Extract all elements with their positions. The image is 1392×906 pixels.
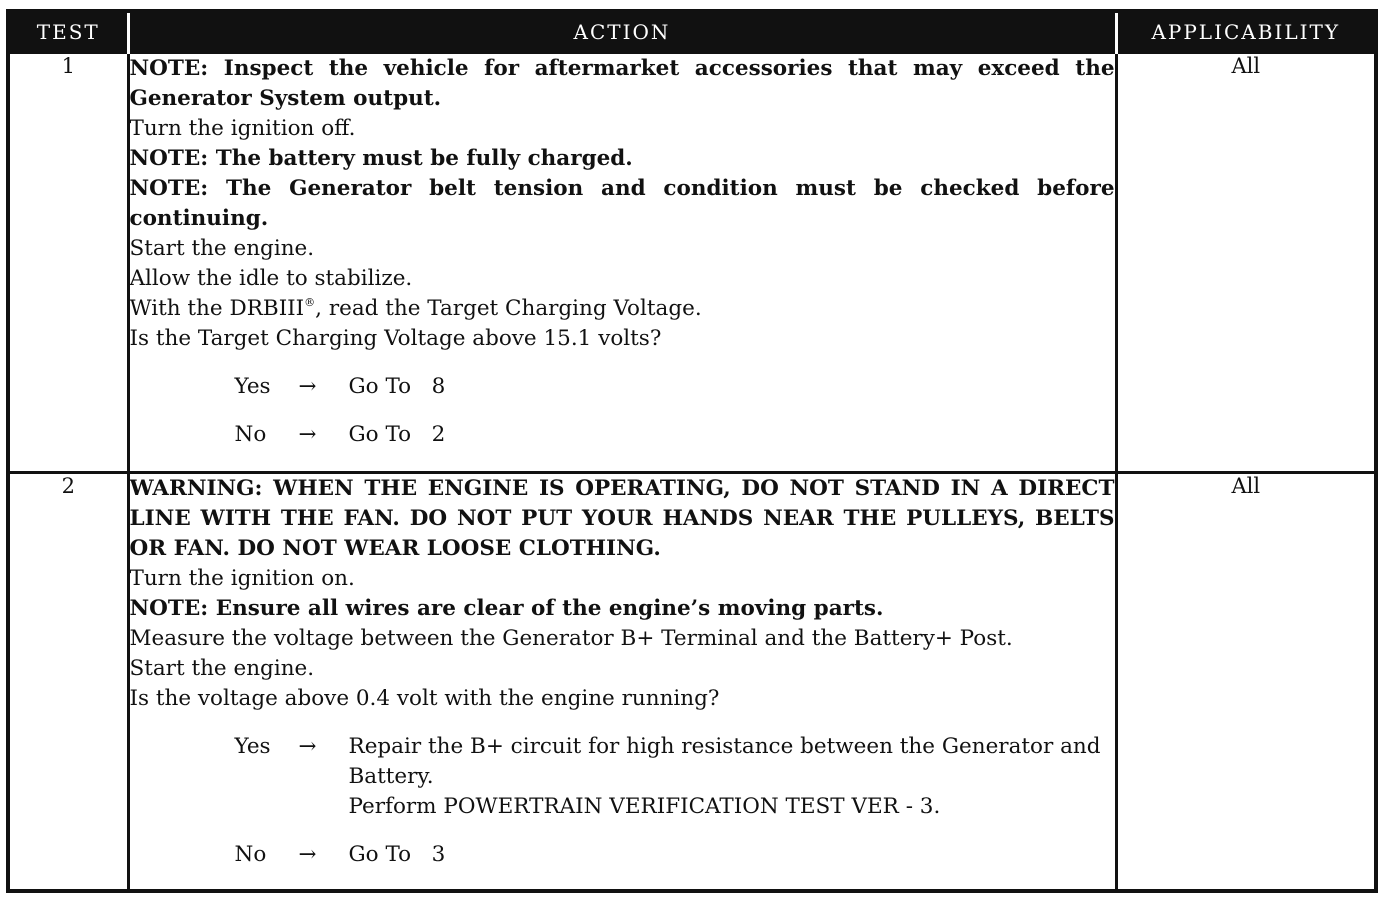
outcome-result [349, 732, 1115, 822]
outcome-yes [130, 732, 1115, 822]
note-line: NOTE: Inspect the vehicle for aftermarket accessories that may exceed the Generator System output. [129, 56, 1115, 111]
outcome-result: Go To 8 [348, 374, 446, 399]
drbiii-text: With the DRBIII [129, 296, 305, 321]
step-line: Allow the idle to stabilize. [129, 266, 413, 291]
note-line: NOTE: Ensure all wires are clear of the engine’s moving parts. [129, 596, 884, 621]
step-line: Start the engine. [129, 236, 315, 261]
answer-label: No [234, 422, 267, 447]
outcome-result: Go To 2 [348, 422, 446, 447]
action-cell [128, 53, 1116, 473]
outcome-yes [130, 372, 1115, 402]
test-number: 2 [8, 473, 128, 892]
step-line: Turn the ignition on. [129, 566, 355, 591]
arrow-icon: → [298, 422, 317, 447]
question-line: Is the Target Charging Voltage above 15.1 volts? [129, 326, 662, 351]
arrow-icon: → [298, 374, 317, 399]
outcome-no [130, 840, 1115, 870]
answer-label: Yes [234, 374, 271, 399]
outcome-no [130, 420, 1115, 450]
step-line: Turn the ignition off. [129, 116, 356, 141]
step-line: Start the engine. [129, 656, 315, 681]
arrow-icon: → [298, 734, 317, 759]
note-line: NOTE: The Generator belt tension and condition must be checked before continuing. [129, 176, 1115, 231]
action-cell [128, 473, 1116, 892]
outcome-result: Go To 3 [348, 842, 446, 867]
header-applicability: APPLICABILITY [1116, 11, 1376, 53]
applicability-value: All [1116, 473, 1376, 892]
step-line [130, 294, 1115, 324]
step-line: Measure the voltage between the Generator B+ Terminal and the Battery+ Post. [129, 626, 1013, 651]
header-test: TEST [8, 11, 128, 53]
test-number: 1 [8, 53, 128, 473]
note-line: NOTE: The battery must be fully charged. [129, 146, 633, 171]
applicability-value: All [1116, 53, 1376, 473]
drbiii-text-rest: , read the Target Charging Voltage. [315, 296, 702, 321]
table-row [8, 53, 1376, 473]
question-line: Is the voltage above 0.4 volt with the engine running? [129, 686, 720, 711]
arrow-icon: → [298, 842, 317, 867]
registered-mark: ® [304, 296, 316, 309]
table-row [8, 473, 1376, 892]
repair-text: Repair the B+ circuit for high resistance between the Generator and Battery. [348, 734, 1101, 789]
header-row [8, 11, 1376, 53]
warning-line: WARNING: WHEN THE ENGINE IS OPERATING, DO NOT STAND IN A DIRECT LINE WITH THE FAN. DO NOT PUT YOUR HANDS NEAR THE PULLEYS, BELTS OR FAN. DO NOT WEAR LOOSE CLOTHING. [129, 476, 1115, 561]
verification-text: Perform POWERTRAIN VERIFICATION TEST VER - 3. [348, 794, 941, 819]
header-action: ACTION [128, 11, 1116, 53]
answer-label: No [234, 842, 267, 867]
diagnostic-table [6, 9, 1378, 893]
answer-label: Yes [234, 734, 271, 759]
